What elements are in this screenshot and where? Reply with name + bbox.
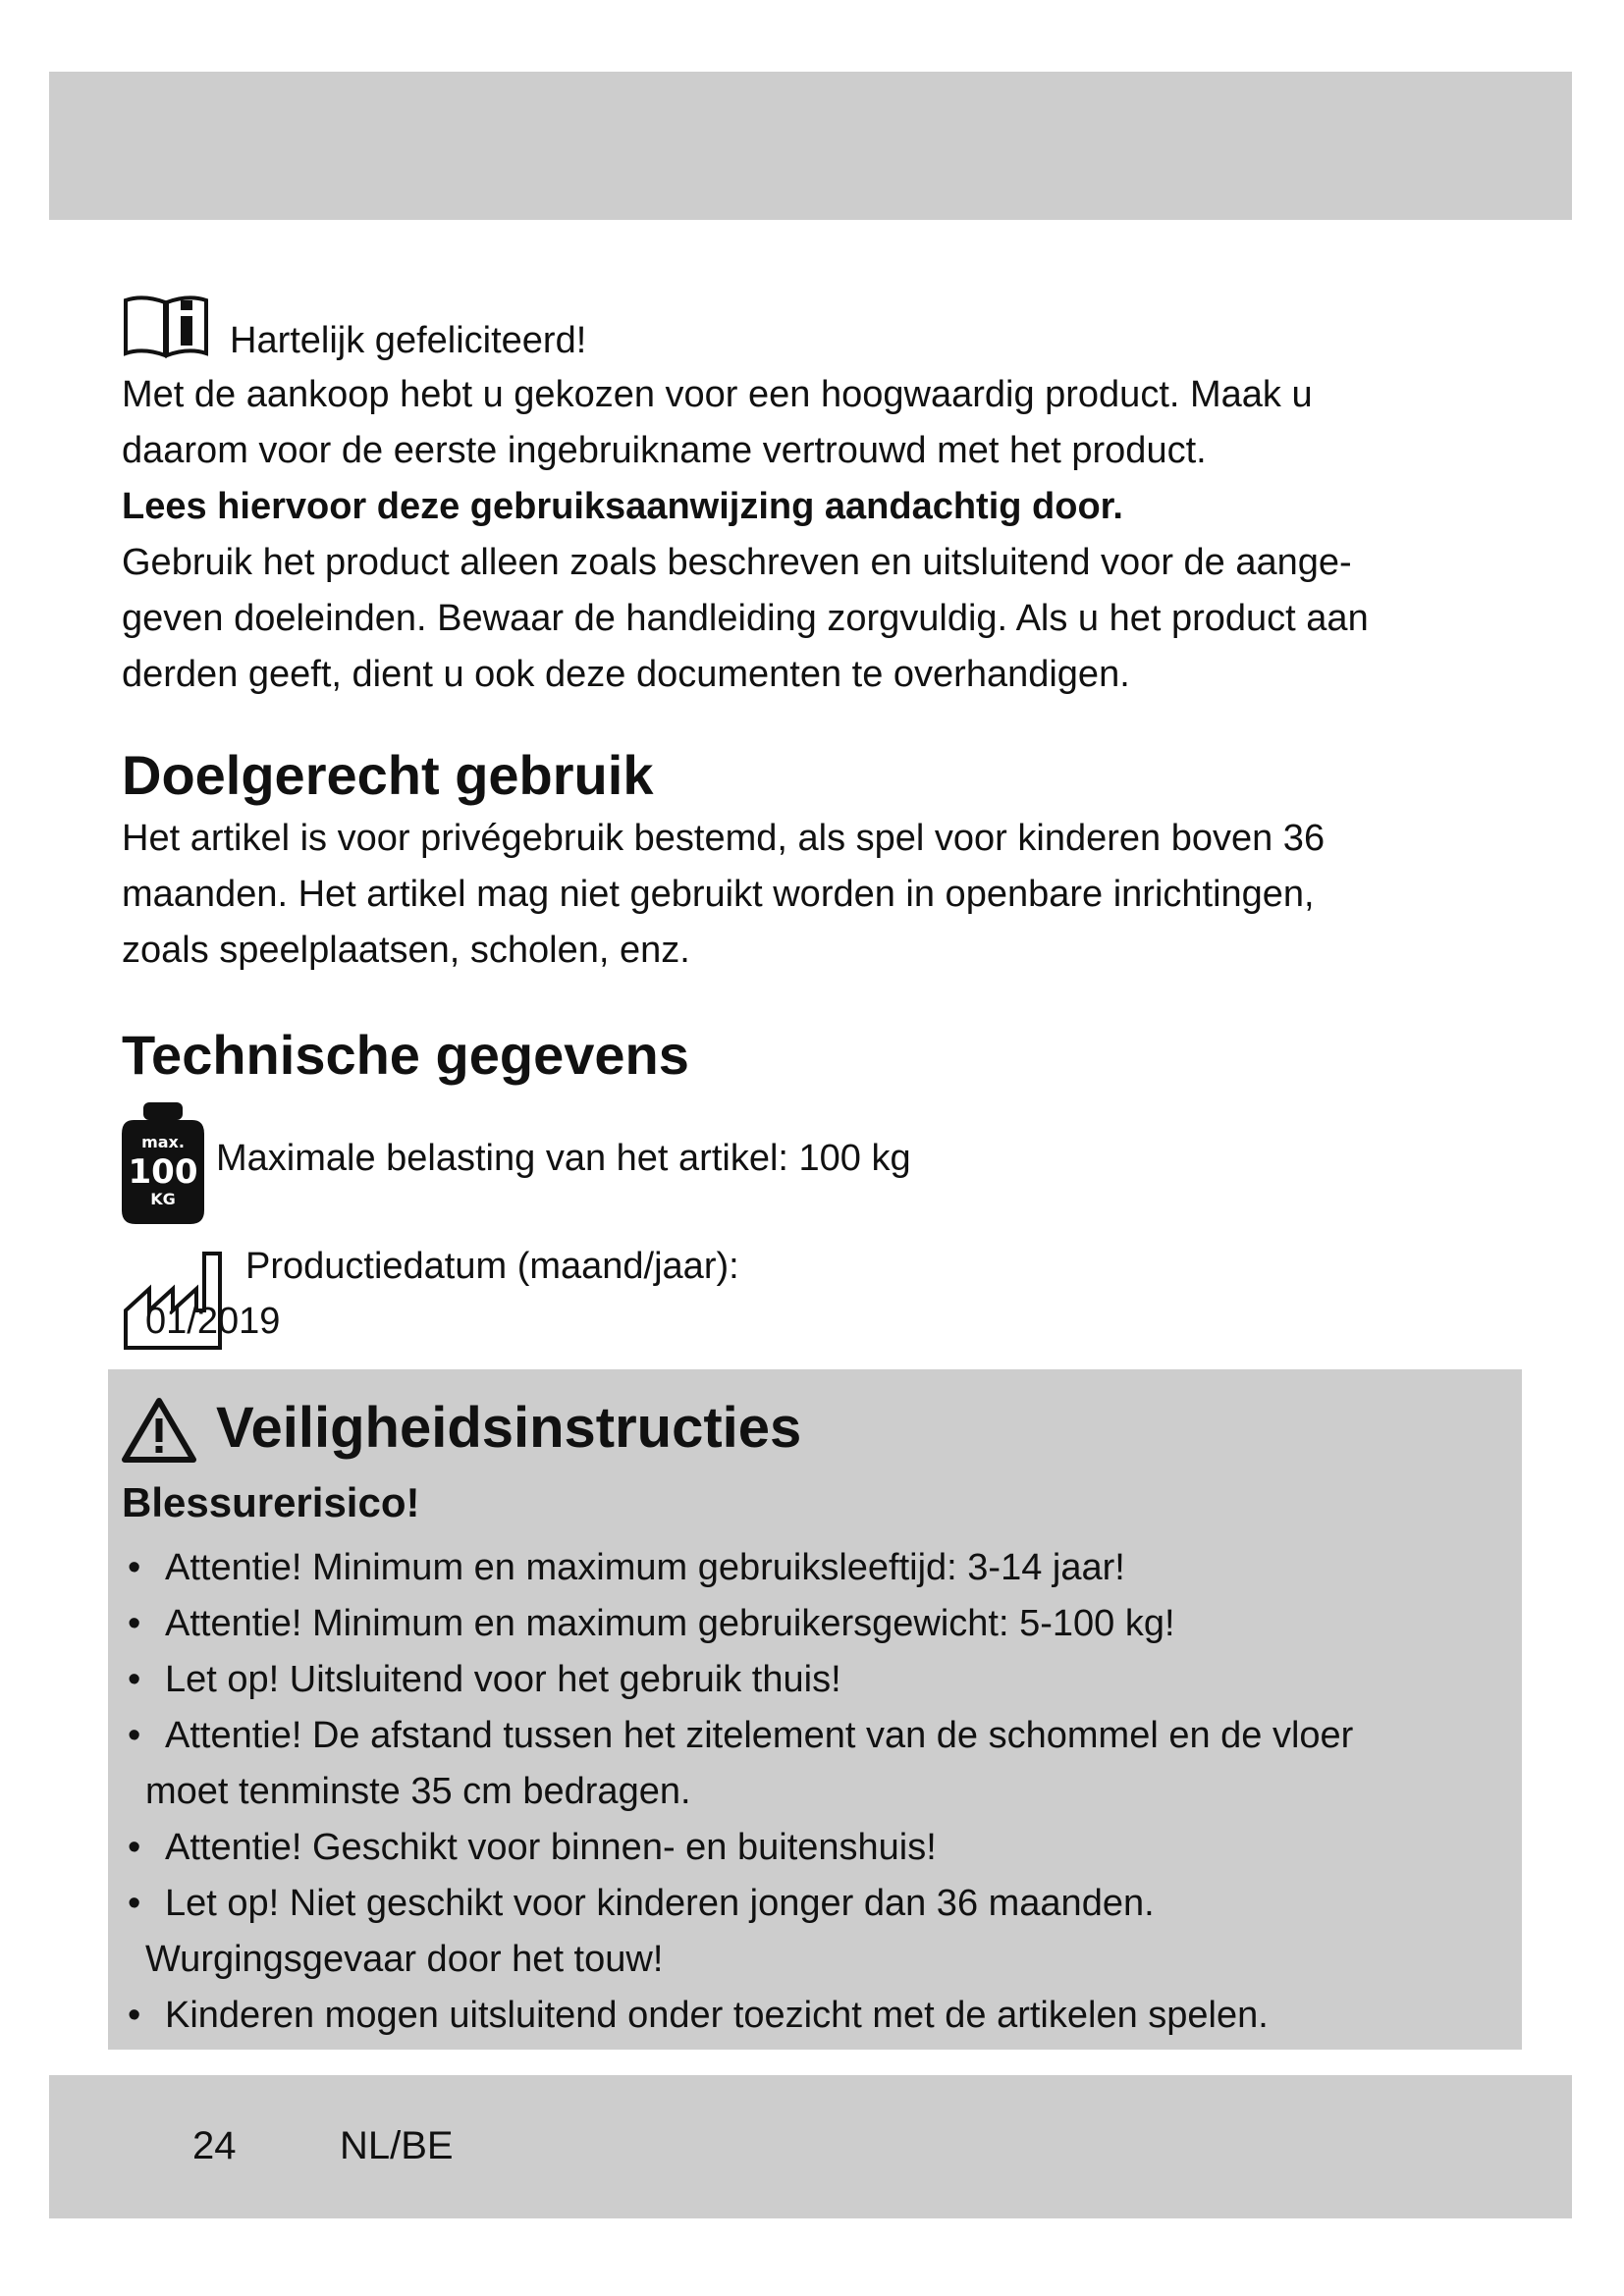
- page-content: [122, 285, 1516, 1363]
- bullet-dot: •: [128, 1603, 141, 1644]
- intro-line-3: Gebruik het product alleen zoals beschreven en uitsluitend voor de aange-: [122, 542, 1352, 583]
- weight-icon-unit: KG: [150, 1190, 176, 1208]
- intended-use-line-1: Het artikel is voor privégebruik bestemd, als spel voor kinderen boven 36: [122, 818, 1326, 859]
- intro-heading-row: [122, 285, 1516, 367]
- safety-section: [108, 1369, 1522, 2050]
- bullet-text: Let op! Uitsluitend voor het gebruik thuis!: [165, 1659, 841, 1700]
- bullet-continuation: moet tenminste 35 cm bedragen.: [145, 1771, 691, 1812]
- intro-bold-instruction: Lees hiervoor deze gebruiksaanwijzing aandachtig door.: [122, 486, 1123, 527]
- safety-bullet-7: [122, 1988, 1496, 2044]
- bullet-dot: •: [128, 1883, 141, 1924]
- bullet-text: Let op! Niet geschikt voor kinderen jonger dan 36 maanden.: [165, 1883, 1155, 1924]
- intro-line-1: Met de aankoop hebt u gekozen voor een hoogwaardig product. Maak u: [122, 374, 1313, 415]
- technical-heading: Technische gegevens: [122, 1024, 689, 1086]
- safety-title: Veiligheidsinstructies: [216, 1396, 802, 1460]
- info-book-icon: [122, 293, 210, 359]
- safety-bullet-2: [122, 1596, 1496, 1652]
- intended-use-line-3: zoals speelplaatsen, scholen, enz.: [122, 930, 690, 971]
- safety-bullet-3: [122, 1652, 1496, 1708]
- bullet-dot: •: [128, 1827, 141, 1868]
- max-load-weight-icon: [122, 1100, 204, 1224]
- intro-line-5: derden geeft, dient u ook deze documenten te overhandigen.: [122, 654, 1130, 695]
- intro-line-2: daarom voor de eerste ingebruikname vertrouwd met het product.: [122, 430, 1207, 471]
- header-band: [49, 72, 1572, 220]
- production-date-label: Productiedatum (maand/jaar):: [245, 1246, 739, 1287]
- bullet-text: Attentie! Minimum en maximum gebruikersgewicht: 5-100 kg!: [165, 1603, 1175, 1644]
- bullet-dot: •: [128, 1995, 141, 2036]
- safety-bullet-4: [122, 1708, 1496, 1820]
- production-date-value: 01/2019: [145, 1301, 281, 1342]
- max-load-row: [122, 1096, 1516, 1234]
- safety-bullet-1: [122, 1540, 1496, 1596]
- bullet-dot: •: [128, 1715, 141, 1756]
- bullet-dot: •: [128, 1659, 141, 1700]
- max-load-text: Maximale belasting van het artikel: 100 kg: [216, 1138, 911, 1179]
- safety-subtitle: Blessurerisico!: [122, 1479, 420, 1525]
- locale-label: NL/BE: [340, 2124, 454, 2167]
- safety-bullet-6: [122, 1876, 1496, 1988]
- intended-use-heading: Doelgerecht gebruik: [122, 744, 654, 806]
- intended-use-line-2: maanden. Het artikel mag niet gebruikt worden in openbare inrichtingen,: [122, 874, 1315, 915]
- bullet-text: Attentie! De afstand tussen het zitelement van de schommel en de vloer: [165, 1715, 1354, 1756]
- weight-icon-max-label: max.: [141, 1133, 185, 1151]
- weight-icon-value: 100: [128, 1152, 198, 1192]
- footer-band: [49, 2075, 1572, 2218]
- bullet-continuation: Wurgingsgevaar door het touw!: [145, 1939, 664, 1980]
- bullet-text: Attentie! Minimum en maximum gebruiksleeftijd: 3-14 jaar!: [165, 1547, 1125, 1588]
- intro-title: Hartelijk gefeliciteerd!: [230, 320, 587, 361]
- bullet-dot: •: [128, 1547, 141, 1588]
- page-number: 24: [192, 2124, 237, 2167]
- bullet-text: Attentie! Geschikt voor binnen- en buitenshuis!: [165, 1827, 937, 1868]
- intro-line-4: geven doeleinden. Bewaar de handleiding zorgvuldig. Als u het product aan: [122, 598, 1369, 639]
- safety-bullet-5: [122, 1820, 1496, 1876]
- warning-triangle-icon: [122, 1397, 196, 1464]
- safety-heading-row: [122, 1389, 1496, 1468]
- production-date-row: [122, 1244, 1516, 1363]
- safety-bullet-list: [122, 1540, 1496, 2044]
- bullet-text: Kinderen mogen uitsluitend onder toezicht met de artikelen spelen.: [165, 1995, 1269, 2036]
